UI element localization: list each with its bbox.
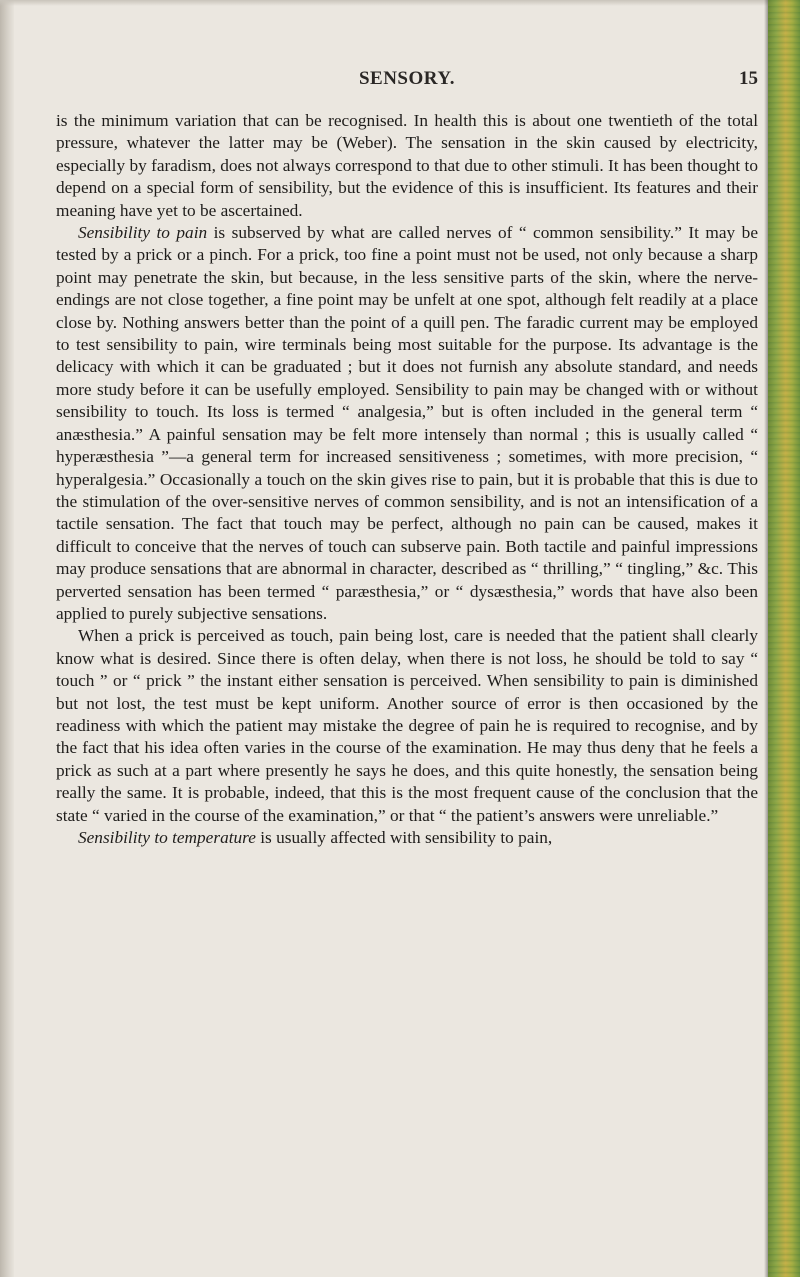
paragraph-sensibility-to-temperature — [56, 827, 758, 849]
paragraph-lead: Sensibility to temperature — [78, 828, 256, 847]
book-binding-edge — [768, 0, 800, 1277]
running-title: SENSORY. — [358, 68, 456, 89]
page-top-shadow — [0, 0, 770, 6]
paragraph-text: is subserved by what are called nerves of “ common sensibility.” It may be tested by a prick or a pinch. For a prick, too fine a point must not be used, not only because a sharp point may penetrate the skin, but because, in the less sensitive parts of the skin, where the nerve-endings are not close together, a fine point may be unfelt at one spot, although felt readily at a place close by. Nothing answers better than the point of a quill pen. The faradic current may be employed to test sensibility to pain, wire terminals being most suitable for the purpose. Its advantage is the delicacy with which it can be graduated ; but it does not furnish any absolute standard, and needs more study before it can be usefully employed. Sensibility to pain may be changed with or without sensibility to touch. Its loss is termed “ analgesia,” but is often included in the general term “ anæsthesia.” A painful sensation may be felt more intensely than normal ; this is usually called “ hyperæsthesia ”—a general term for increased sensitiveness ; sometimes, with more precision, “ hyperalgesia.” Occasionally a touch on the skin gives rise to pain, but it is probable that this is due to the stimulation of the over-sensitive nerves of common sensibility, and is not an intensification of a tactile sensation. The fact that touch may be perfect, although no pain can be caused, makes it difficult to conceive that the nerves of touch can subserve pain. Both tactile and painful impressions may produce sensations that are abnormal in character, described as “ thrilling,” “ tingling,” &c. This perverted sensation has been termed “ paræsthesia,” or “ dysæsthesia,” words that have also been applied to purely subjective sensations. — [56, 223, 758, 623]
paragraph-text: When a prick is perceived as touch, pain being lost, care is needed that the patient shall clearly know what is desired. Since there is often delay, when there is not loss, he should be told to say “ touch ” or “ prick ” the instant either sensation is perceived. When sensibility to pain is diminished but not lost, the test must be kept uniform. Another source of error is then occasioned by the readiness with which the patient may mistake the degree of pain he is required to recognise, and by the fact that his idea often varies in the course of the examination. He may thus deny that he feels a prick as such at a part where presently he says he does, and this quite honestly, the sensation being really the same. It is probable, indeed, that this is the most frequent cause of the conclusion that the state “ varied in the course of the examination,” or that “ the patient’s answers were unreliable.” — [56, 626, 758, 825]
running-head — [56, 68, 758, 94]
paragraph-lead: Sensibility to pain — [78, 223, 208, 243]
page-number: 15 — [739, 68, 758, 89]
paragraph-text: is the minimum variation that can be recognised. In health this is about one twentieth of the total pressure, whatever the latter may be (Weber). The sensation in the skin caused by electricity, especially by faradism, does not always correspond to that due to other stimuli. It has been thought to depend on a special form of sensibility, but the evidence of this is insufficient. Its features and their meaning have yet to be ascertained. — [56, 111, 758, 220]
page-left-shadow — [0, 0, 14, 1277]
paragraph-continuation — [56, 110, 758, 222]
body-text — [56, 110, 758, 849]
paragraph-prick-as-touch — [56, 625, 758, 827]
paragraph-text: is usually affected with sensibility to pain, — [255, 828, 553, 847]
paragraph-sensibility-to-pain — [56, 222, 758, 625]
